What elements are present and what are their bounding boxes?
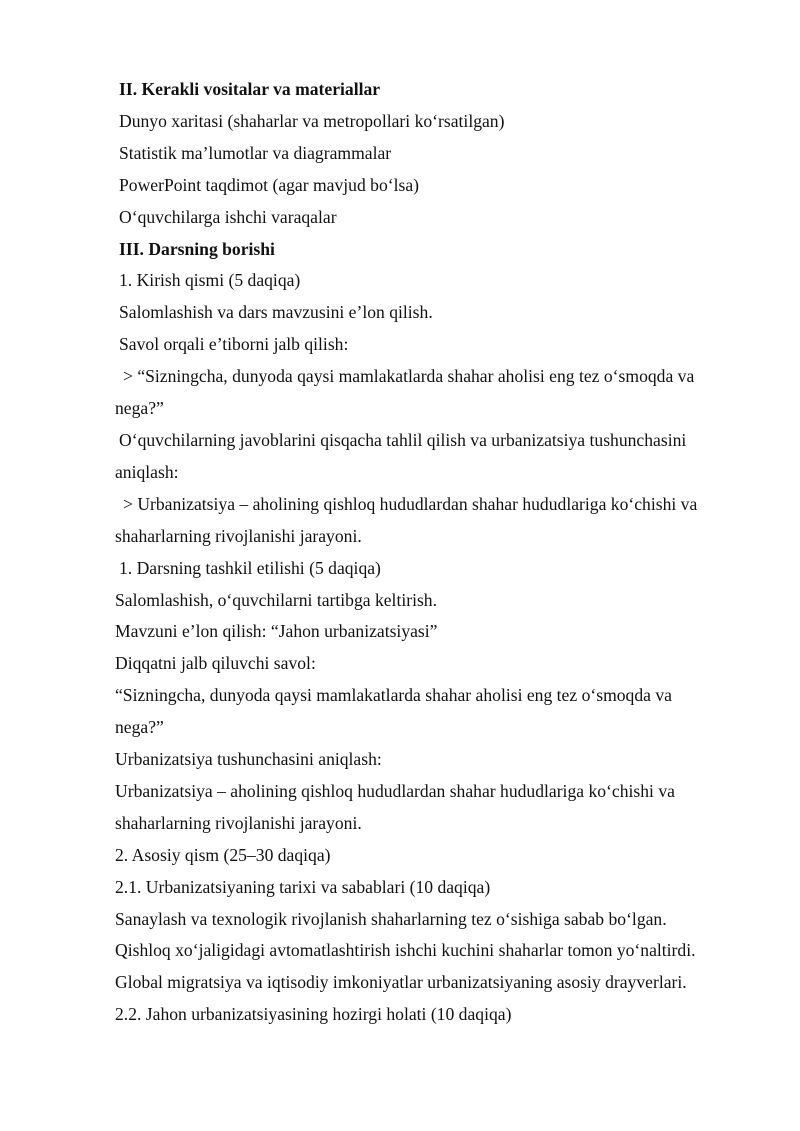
quote-line: > “Sizningcha, dunyoda qaysi mamlakatlarda shahar aholisi eng tez o‘smoqda va [123,366,695,387]
quote-line: nega?” [115,398,164,419]
list-item: Statistik ma’lumotlar va diagrammalar [119,142,392,163]
paragraph-line: nega?” [115,717,164,738]
paragraph-line: shaharlarning rivojlanishi jarayoni. [115,812,362,833]
section-heading-lesson-flow: III. Darsning borishi [119,238,275,259]
paragraph-line: Diqqatni jalb qiluvchi savol: [115,653,316,674]
paragraph-line: Urbanizatsiya tushunchasini aniqlash: [115,749,382,770]
subsection-heading: 2.2. Jahon urbanizatsiyasining hozirgi holati (10 daqiqa) [115,1004,512,1025]
paragraph-line: Sanaylash va texnologik rivojlanish shaharlarning tez o‘sishiga sabab bo‘lgan. [115,908,667,929]
section-heading-tools: II. Kerakli vositalar va materiallar [119,79,381,99]
paragraph-line: Qishloq xo‘jaligidagi avtomatlashtirish ishchi kuchini shaharlar tomon yo‘naltirdi. [115,940,696,961]
paragraph-line: O‘quvchilarning javoblarini qisqacha tahlil qilish va urbanizatsiya tushunchasini [119,429,687,450]
paragraph-line: Savol orqali e’tiborni jalb qilish: [119,334,349,355]
quote-line: > Urbanizatsiya – aholining qishloq hududlardan shahar hududlariga ko‘chishi va [123,493,698,514]
paragraph-line: Salomlashish, o‘quvchilarni tartibga keltirish. [115,589,438,610]
quote-line: shaharlarning rivojlanishi jarayoni. [115,525,362,546]
list-item: O‘quvchilarga ishchi varaqalar [119,206,337,227]
subsection-heading: 1. Darsning tashkil etilishi (5 daqiqa) [119,557,381,578]
paragraph-line: aniqlash: [115,461,179,482]
paragraph-line: Urbanizatsiya – aholining qishloq hududlardan shahar hududlariga ko‘chishi va [115,780,675,801]
paragraph-line: “Sizningcha, dunyoda qaysi mamlakatlarda shahar aholisi eng tez o‘smoqda va [115,685,672,706]
paragraph-line: Salomlashish va dars mavzusini e’lon qilish. [119,302,433,323]
subsection-heading: 2. Asosiy qism (25–30 daqiqa) [115,844,331,865]
subsection-heading: 1. Kirish qismi (5 daqiqa) [119,270,301,291]
paragraph-line: Mavzuni e’lon qilish: “Jahon urbanizatsiyasi” [115,621,438,642]
list-item: PowerPoint taqdimot (agar mavjud bo‘lsa) [119,174,420,195]
list-item: Dunyo xaritasi (shaharlar va metropollari ko‘rsatilgan) [119,110,505,131]
document-body [115,74,755,1031]
paragraph-line: Global migratsiya va iqtisodiy imkoniyatlar urbanizatsiyaning asosiy drayverlari. [115,972,687,993]
subsection-heading: 2.1. Urbanizatsiyaning tarixi va sabablari (10 daqiqa) [115,876,491,897]
